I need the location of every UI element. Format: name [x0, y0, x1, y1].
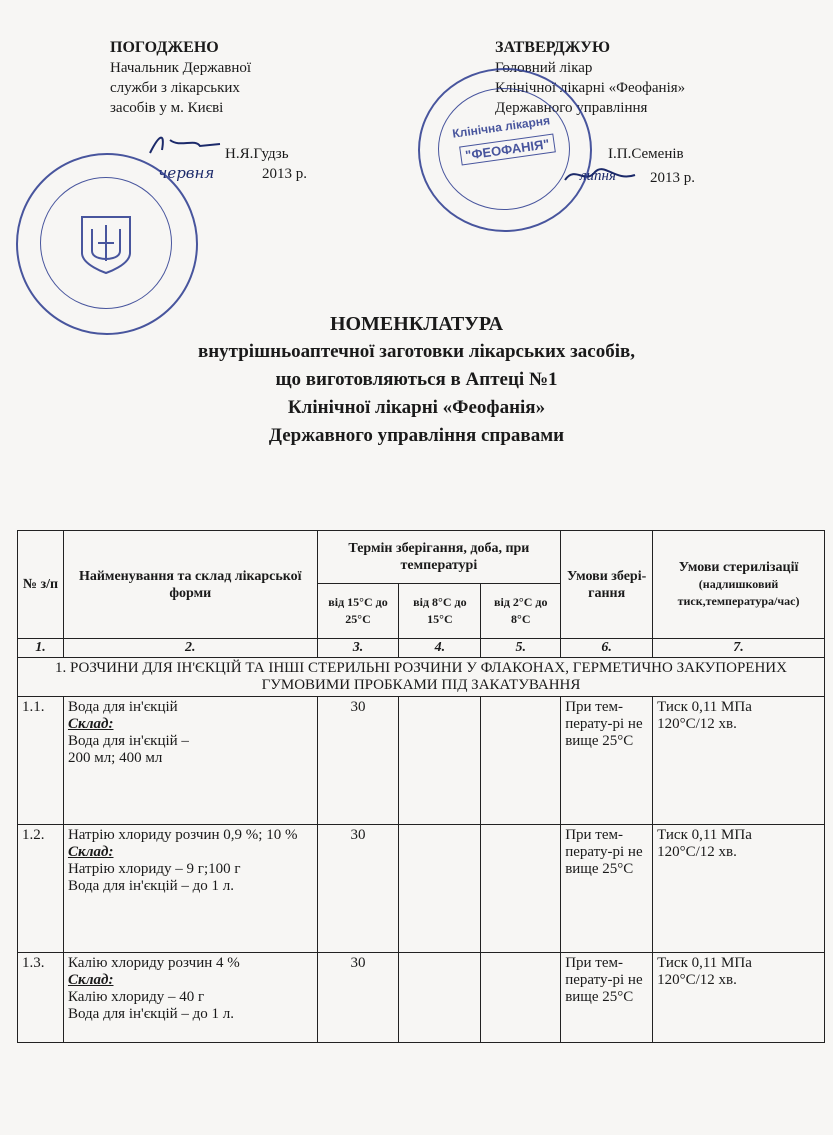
stamp-right [418, 68, 592, 232]
row-sterilization [653, 697, 825, 825]
approval-left-line: Начальник Державної [110, 60, 252, 76]
row-no: 1.1. [18, 697, 64, 825]
row-sklad-line: Калію хлориду – 40 г [67, 989, 205, 1005]
title-line: Державного управління справами [268, 425, 565, 446]
row-term-15-25: 30 [317, 825, 399, 953]
row-name: Калію хлориду розчин 4 % [67, 955, 240, 971]
column-number: 4. [399, 639, 481, 658]
row-storage: При тем-перату-рі не вище 25°С [561, 697, 653, 825]
row-sklad-label: Склад: [67, 844, 114, 860]
column-number: 2. [63, 639, 317, 658]
row-term-2-8 [481, 697, 561, 825]
row-steril-temp-time: 120°С/12 хв. [657, 844, 737, 860]
row-term-15-25: 30 [317, 697, 399, 825]
signature-left [140, 128, 230, 158]
title-line: що виготовляються в Аптеці №1 [275, 369, 558, 390]
row-term-15-25: 30 [317, 953, 399, 1043]
row-term-2-8 [481, 825, 561, 953]
row-sterilization [653, 825, 825, 953]
section-title: 1. РОЗЧИНИ ДЛЯ ІН'ЄКЦІЙ ТА ІНШІ СТЕРИЛЬНІ РОЗЧИНИ У ФЛАКОНАХ, ГЕРМЕТИЧНО ЗАКУПОРЕНИХ ГУМОВИМИ ПРОБКАМИ ПІД ЗАКАТУВАННЯ [18, 658, 825, 697]
header-steril-label: Умови стерилізації [678, 560, 799, 575]
row-steril-pressure: Тиск 0,11 МПа [657, 699, 752, 715]
header-storage: Умови збері-гання [561, 531, 653, 639]
header-sterilization [653, 531, 825, 639]
table-row [18, 825, 825, 953]
row-steril-pressure: Тиск 0,11 МПа [657, 827, 752, 843]
approval-right-line: Клінічної лікарні «Феофанія» [495, 80, 686, 96]
title-line: НОМЕНКЛАТУРА [329, 313, 504, 335]
row-no: 1.3. [18, 953, 64, 1043]
row-name-cell [63, 825, 317, 953]
column-number-row [18, 639, 825, 658]
section-row [18, 658, 825, 697]
row-sklad-label: Склад: [67, 716, 114, 732]
column-number: 6. [561, 639, 653, 658]
header-no: № з/п [18, 531, 64, 639]
approval-left-heading: ПОГОДЖЕНО [110, 39, 219, 56]
stamp-left [16, 153, 198, 335]
row-sterilization [653, 953, 825, 1043]
row-no: 1.2. [18, 825, 64, 953]
row-sklad-line: Натрію хлориду – 9 г;100 г [67, 861, 241, 877]
approval-right-year: 2013 р. [650, 170, 695, 186]
row-steril-temp-time: 120°С/12 хв. [657, 716, 737, 732]
row-storage: При тем-перату-рі не вище 25°С [561, 825, 653, 953]
header-term: Термін зберігання, доба, при температурі [317, 531, 561, 584]
approval-left [110, 38, 370, 118]
document-title [0, 310, 833, 450]
column-number: 3. [317, 639, 399, 658]
trident-emblem-icon [78, 213, 134, 275]
row-steril-pressure: Тиск 0,11 МПа [657, 955, 752, 971]
row-name: Натрію хлориду розчин 0,9 %; 10 % [67, 827, 298, 843]
approval-right-heading: ЗАТВЕРДЖУЮ [495, 39, 611, 56]
header-temp-15-25: від 15°С до 25°С [317, 584, 399, 639]
column-number: 7. [653, 639, 825, 658]
table-header-row [18, 531, 825, 584]
column-number: 5. [481, 639, 561, 658]
approval-right-line: Державного управління [495, 100, 648, 116]
title-line: Клінічної лікарні «Феофанія» [287, 397, 546, 418]
row-name-cell [63, 953, 317, 1043]
title-line: внутрішньоаптечної заготовки лікарських засобів, [197, 341, 636, 362]
row-term-8-15 [399, 953, 481, 1043]
row-sklad-line: Вода для ін'єкцій – [67, 733, 189, 749]
header-temp-8-15: від 8°С до 15°С [399, 584, 481, 639]
stamp-right-name: "ФЕОФАНІЯ" [459, 134, 555, 166]
row-sklad-line: 200 мл; 400 мл [67, 750, 163, 766]
row-name: Вода для ін'єкцій [67, 699, 178, 715]
header-temp-2-8: від 2°С до 8°С [481, 584, 561, 639]
table-row [18, 697, 825, 825]
row-sklad-line: Вода для ін'єкцій – до 1 л. [67, 1006, 235, 1022]
table-row [18, 953, 825, 1043]
row-storage: При тем-перату-рі не вище 25°С [561, 953, 653, 1043]
row-term-8-15 [399, 697, 481, 825]
row-name-cell [63, 697, 317, 825]
approval-right-line: Головний лікар [495, 60, 593, 76]
column-number: 1. [18, 639, 64, 658]
nomenclature-table [17, 530, 825, 1043]
row-term-8-15 [399, 825, 481, 953]
row-sklad-label: Склад: [67, 972, 114, 988]
header-steril-note: (надлишковий тиск,температура/час) [677, 577, 800, 608]
approval-left-date-hand: червня [158, 164, 215, 182]
approval-left-line: служби з лікарських [110, 80, 240, 96]
row-term-2-8 [481, 953, 561, 1043]
approval-left-name: Н.Я.Гудзь [225, 146, 289, 162]
approval-left-line: засобів у м. Києві [110, 100, 224, 116]
row-steril-temp-time: 120°С/12 хв. [657, 972, 737, 988]
row-sklad-line: Вода для ін'єкцій – до 1 л. [67, 878, 235, 894]
header-name: Найменування та склад лікарської форми [63, 531, 317, 639]
approval-left-year: 2013 р. [262, 166, 307, 182]
stamp-right-main: Клінічна лікарня [451, 113, 551, 141]
approval-right-name: І.П.Семенів [608, 146, 684, 162]
approval-right-date-hand: липня [580, 168, 616, 184]
